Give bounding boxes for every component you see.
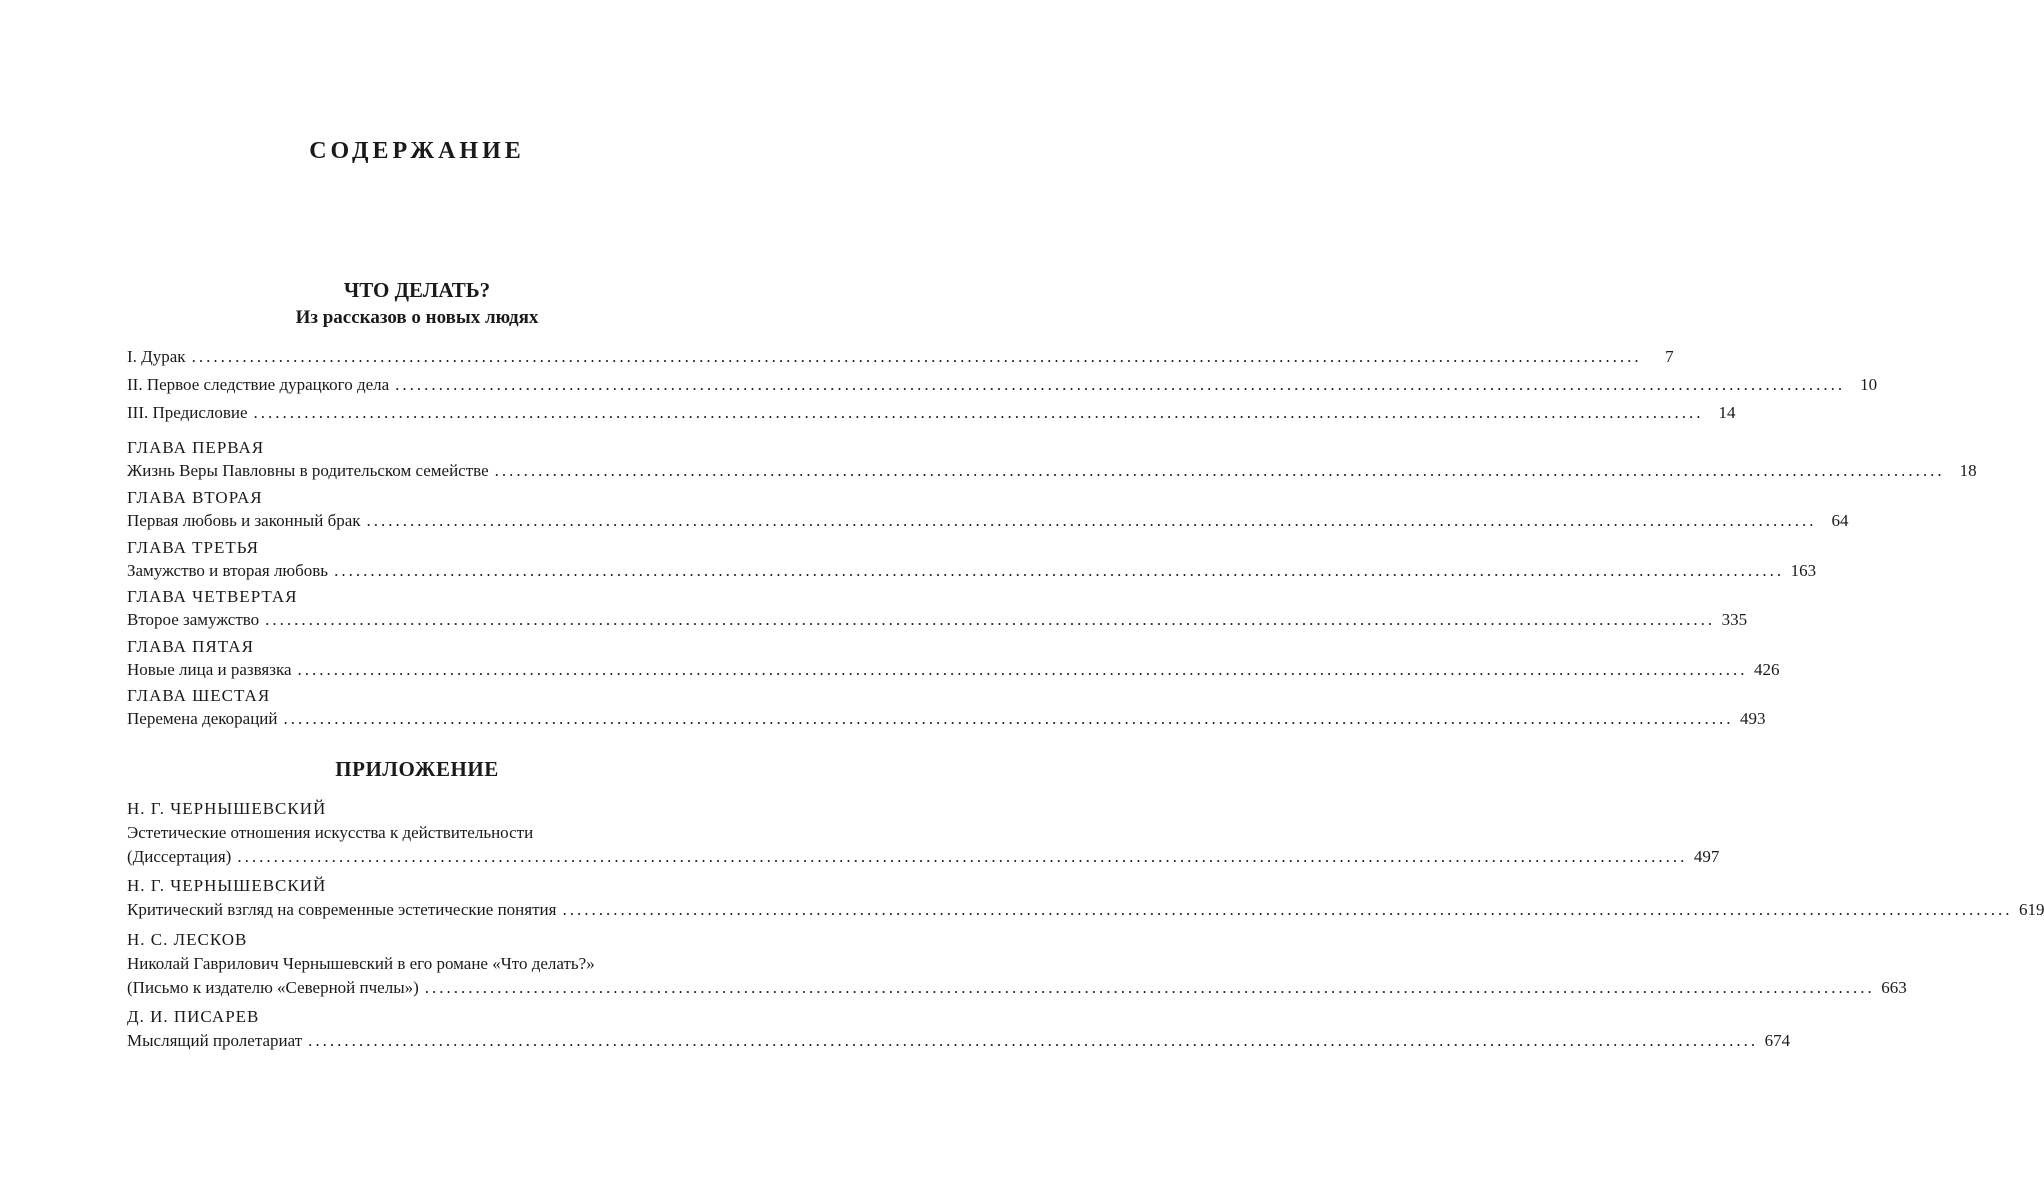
toc-entry-page: 14 xyxy=(1718,403,1736,422)
toc-entry-page: 674 xyxy=(1764,1031,1791,1050)
appendix-author: Н. Г. ЧЕРНЫШЕВСКИЙ xyxy=(127,799,327,818)
toc-entry-page: 64 xyxy=(1831,511,1849,530)
leader-dots: ........................................................................................................................................................................................................ xyxy=(424,978,1875,997)
leader-dots: ........................................................................................................................................................................................................ xyxy=(191,347,1642,366)
toc-entry-chapter-1[interactable] xyxy=(127,460,1977,482)
toc-entry-title: Второе замужство xyxy=(127,610,260,629)
toc-entry-page: 493 xyxy=(1740,709,1766,728)
toc-entry-title: III. Предисловие xyxy=(127,403,248,422)
toc-entry-title: Критический взгляд на современные эстетические понятия xyxy=(127,900,557,919)
toc-entry-title: (Письмо к издателю «Северной пчелы») xyxy=(127,978,419,997)
chapter-heading: ГЛАВА ЧЕТВЕРТАЯ xyxy=(127,587,298,606)
leader-dots: ........................................................................................................................................................................................................ xyxy=(308,1031,1759,1050)
work-subtitle: Из рассказов о новых людях xyxy=(295,307,539,328)
page-title: СОДЕРЖАНИЕ xyxy=(309,138,525,164)
toc-entry-chapter-4[interactable] xyxy=(127,609,1748,631)
leader-dots: ........................................................................................................................................................................................................ xyxy=(265,610,1716,629)
toc-entry-title: II. Первое следствие дурацкого дела xyxy=(127,375,390,394)
toc-entry-page: 7 xyxy=(1665,347,1674,366)
toc-entry-title: Жизнь Веры Павловны в родительском семействе xyxy=(127,461,489,480)
leader-dots: ........................................................................................................................................................................................................ xyxy=(334,561,1785,580)
toc-entry-page: 163 xyxy=(1790,561,1817,580)
chapter-heading: ГЛАВА ВТОРАЯ xyxy=(127,488,263,507)
toc-entry-appendix-1[interactable] xyxy=(127,846,1720,868)
toc-entry-appendix-2[interactable] xyxy=(127,899,2044,921)
leader-dots: ........................................................................................................................................................................................................ xyxy=(297,660,1748,679)
toc-entry-title: (Диссертация) xyxy=(127,847,232,866)
toc-entry-page: 663 xyxy=(1881,978,1907,997)
toc-entry-page: 426 xyxy=(1754,660,1780,679)
toc-entry-title: Мыслящий пролетариат xyxy=(127,1031,303,1050)
toc-entry-title: Первая любовь и законный брак xyxy=(127,511,361,530)
toc-entry-chapter-6[interactable] xyxy=(127,708,1766,730)
leader-dots: ........................................................................................................................................................................................................ xyxy=(366,511,1817,530)
toc-entry-title: Перемена декораций xyxy=(127,709,278,728)
toc-entry-title: I. Дурак xyxy=(127,347,186,366)
toc-entry-title: Замужство и вторая любовь xyxy=(127,561,329,580)
appendix-title: ПРИЛОЖЕНИЕ xyxy=(335,757,499,781)
leader-dots: ........................................................................................................................................................................................................ xyxy=(237,847,1688,866)
toc-entry-appendix-4[interactable] xyxy=(127,1030,1791,1052)
leader-dots: ........................................................................................................................................................................................................ xyxy=(395,375,1846,394)
work-title: ЧТО ДЕЛАТЬ? xyxy=(343,278,491,302)
toc-entry-intro-1[interactable] xyxy=(127,346,1674,368)
leader-dots: ........................................................................................................................................................................................................ xyxy=(494,461,1945,480)
appendix-author: Н. Г. ЧЕРНЫШЕВСКИЙ xyxy=(127,876,327,895)
toc-entry-page: 335 xyxy=(1721,610,1748,629)
leader-dots: ........................................................................................................................................................................................................ xyxy=(283,709,1734,728)
appendix-author: Н. С. ЛЕСКОВ xyxy=(127,930,248,949)
toc-entry-appendix-3[interactable] xyxy=(127,977,1907,999)
leader-dots: ........................................................................................................................................................................................................ xyxy=(562,900,2013,919)
leader-dots: ........................................................................................................................................................................................................ xyxy=(253,403,1704,422)
toc-entry-chapter-2[interactable] xyxy=(127,510,1849,532)
chapter-heading: ГЛАВА ПЕРВАЯ xyxy=(127,438,265,457)
chapter-heading: ГЛАВА ПЯТАЯ xyxy=(127,637,254,656)
chapter-heading: ГЛАВА ТРЕТЬЯ xyxy=(127,538,259,557)
appendix-entry-line: Николай Гаврилович Чернышевский в его романе «Что делать?» xyxy=(127,954,595,973)
appendix-author: Д. И. ПИСАРЕВ xyxy=(127,1007,260,1026)
toc-entry-chapter-5[interactable] xyxy=(127,659,1780,681)
toc-entry-chapter-3[interactable] xyxy=(127,560,1817,582)
toc-entry-title: Новые лица и развязка xyxy=(127,660,292,679)
toc-entry-intro-3[interactable] xyxy=(127,402,1736,424)
toc-entry-page: 619 xyxy=(2018,900,2044,919)
toc-entry-page: 10 xyxy=(1860,375,1878,394)
toc-entry-page: 18 xyxy=(1959,461,1977,480)
toc-entry-page: 497 xyxy=(1693,847,1720,866)
toc-entry-intro-2[interactable] xyxy=(127,374,1878,396)
appendix-entry-line: Эстетические отношения искусства к действительности xyxy=(127,823,534,842)
chapter-heading: ГЛАВА ШЕСТАЯ xyxy=(127,686,271,705)
